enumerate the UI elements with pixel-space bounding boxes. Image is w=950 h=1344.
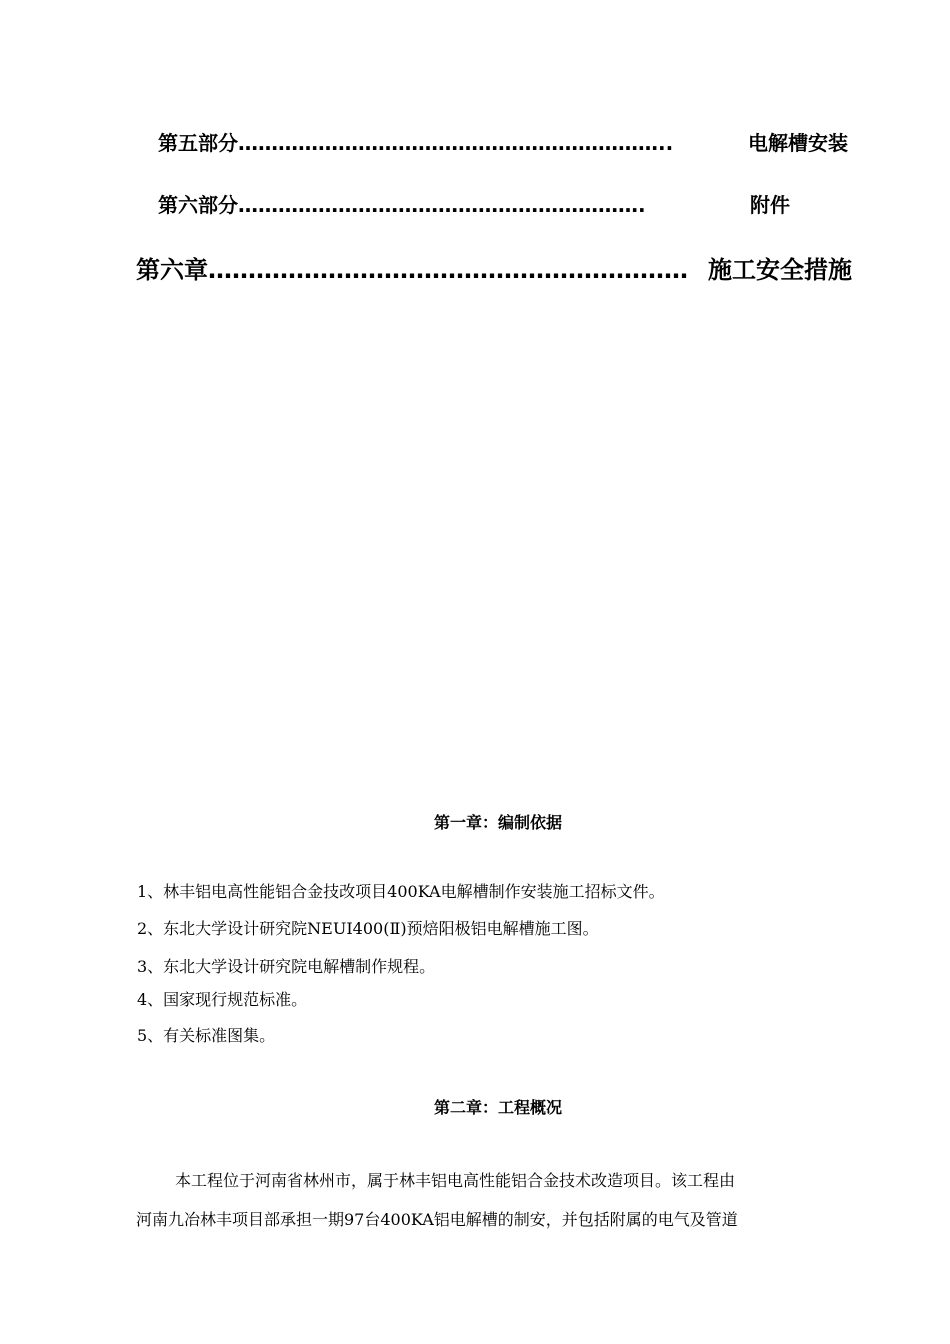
- basis-item: 4、国家现行规范标准。: [137, 990, 308, 1009]
- toc-leader-dots: …………………………………………………….: [238, 193, 646, 217]
- toc-entry-label: 第五部分: [158, 131, 238, 155]
- toc-entry-title: 附件: [750, 193, 790, 217]
- toc-entry-part6: [158, 190, 790, 220]
- chapter2-heading: 第二章：工程概况: [433, 1098, 562, 1117]
- toc-entry-label: 第六部分: [158, 193, 238, 217]
- toc-entry-part5: [158, 128, 848, 158]
- toc-leader-dots: ……………………………………………………: [208, 256, 688, 284]
- toc-entry-label: 第六章: [136, 256, 208, 284]
- toc-entry-chapter6: [136, 253, 852, 287]
- toc-entry-title: 施工安全措施: [708, 256, 852, 284]
- toc-entry-title: 电解槽安装: [748, 131, 848, 155]
- overview-paragraph-line: 河南九冶林丰项目部承担一期97台400KA铝电解槽的制安，并包括附属的电气及管道: [136, 1210, 738, 1229]
- basis-item: 2、东北大学设计研究院NEUI400(Ⅱ)预焙阳极铝电解槽施工图。: [137, 919, 599, 938]
- chapter1-heading: 第一章：编制依据: [433, 813, 562, 832]
- basis-item: 3、东北大学设计研究院电解槽制作规程。: [137, 957, 436, 976]
- toc-leader-dots: ………………………………………………………..: [238, 131, 674, 155]
- basis-item: 1、林丰铝电高性能铝合金技改项目400KA电解槽制作安装施工招标文件。: [137, 882, 665, 901]
- basis-item: 5、有关标准图集。: [137, 1026, 276, 1045]
- overview-paragraph-line: 本工程位于河南省林州市，属于林丰铝电高性能铝合金技术改造项目。该工程由: [175, 1171, 736, 1190]
